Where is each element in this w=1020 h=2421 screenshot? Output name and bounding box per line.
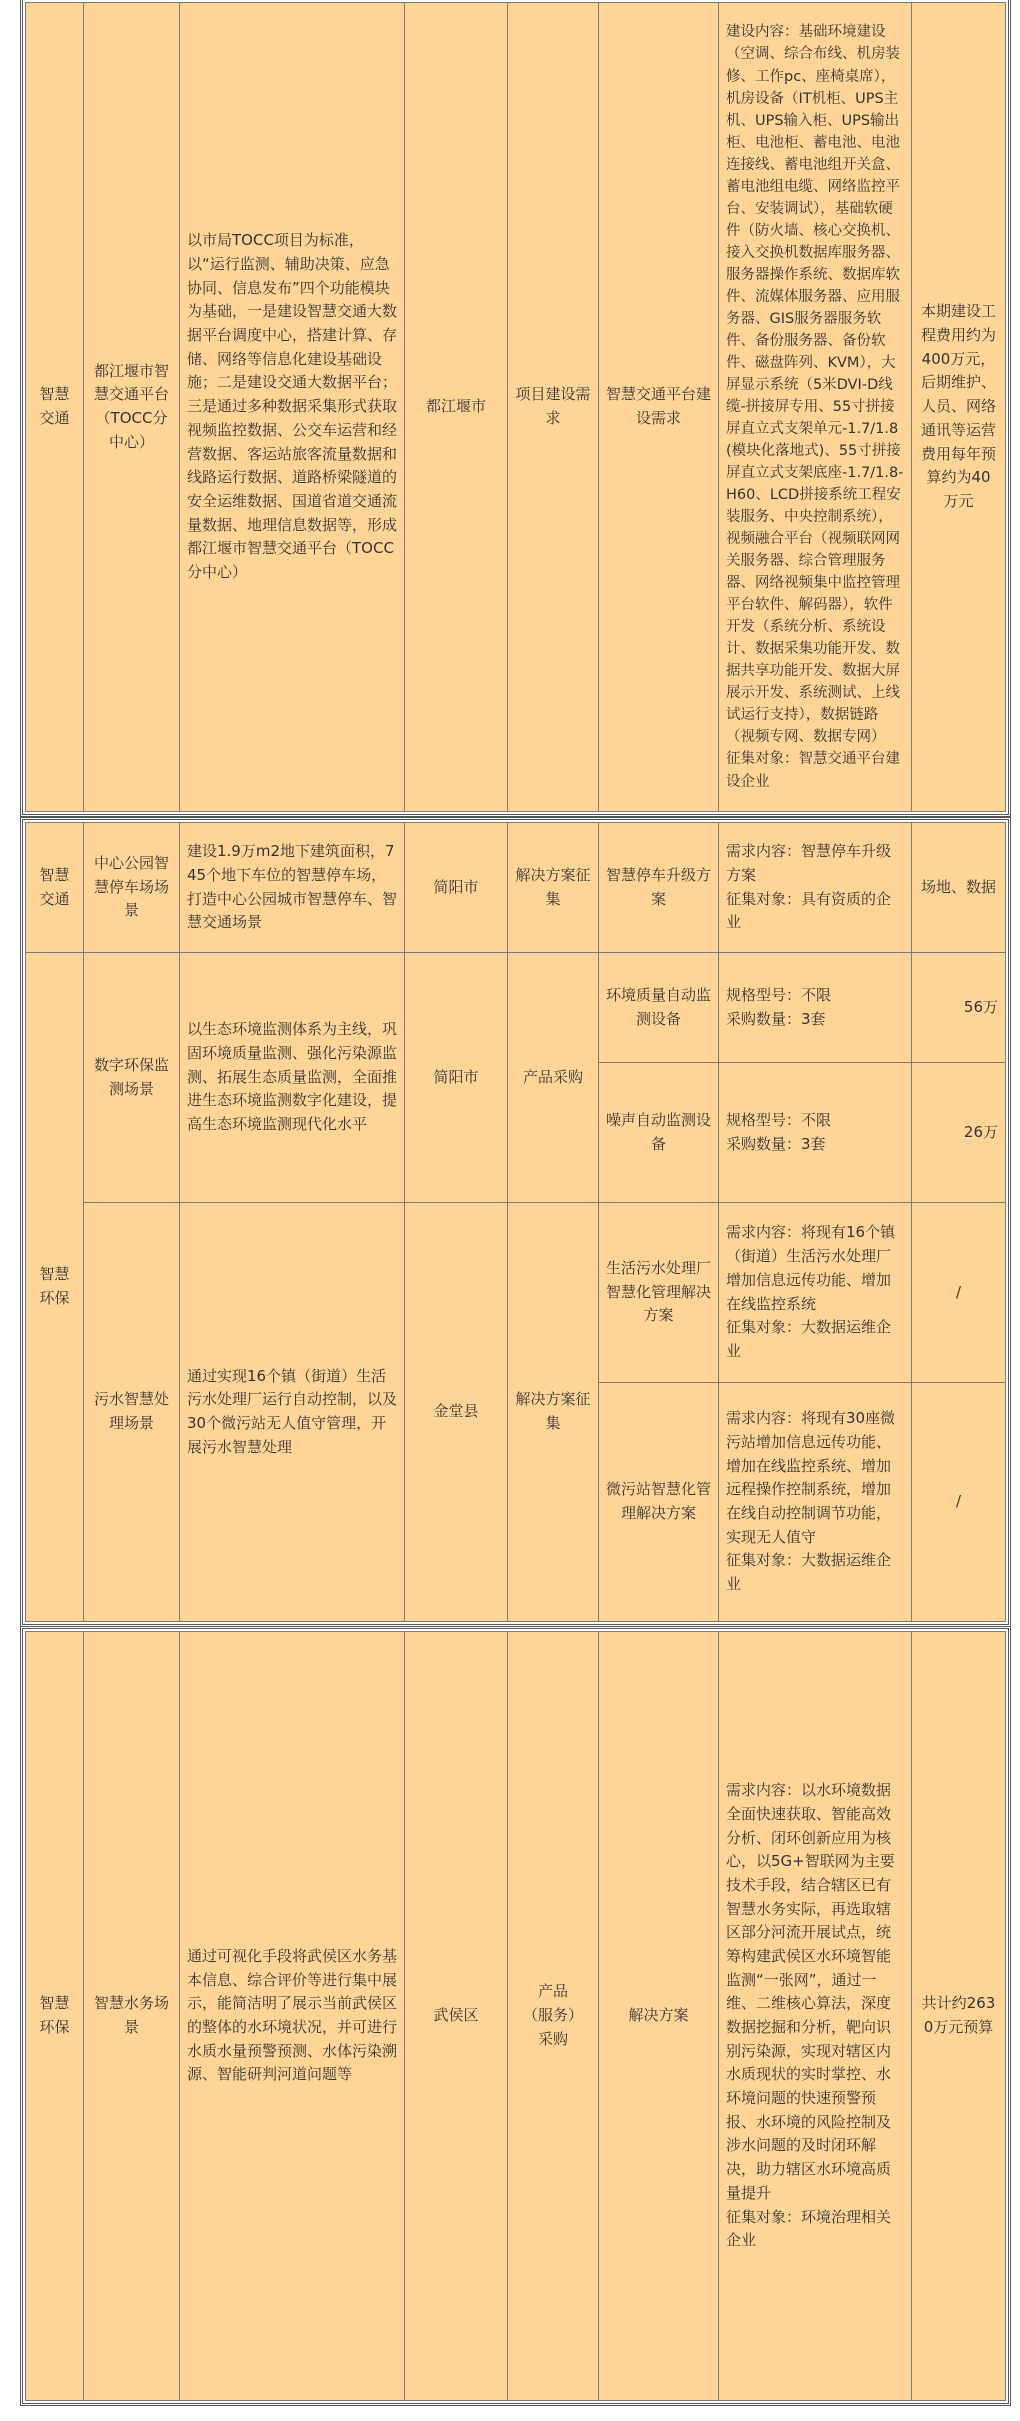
budget-cell: 26万	[912, 1063, 1006, 1203]
budget-cell: 本期建设工程费用约为400万元，后期维护、人员、网络通讯等运营费用每年预算约为40万元	[912, 3, 1006, 812]
table-transport-env	[25, 822, 1006, 1622]
content-cell: 需求内容：将现有16个镇（街道）生活污水处理厂增加信息远传功能、增加在线监控系统 征集对象：大数据运维企业	[719, 1203, 912, 1383]
scene-summary-cell: 以市局TOCC项目为标准，以“运行监测、辅助决策、应急协同、信息发布”四个功能模块为基础，一是建设智慧交通大数据平台调度中心，搭建计算、存储、网络等信息化建设基础设施；二是建设交通大数据平台；三是通过多种数据采集形式获取视频监控数据、公交车运营和经营数据、客运站旅客流量数据和线路运行数据、道路桥梁隧道的安全运维数据、国道省道交通流量数据、地理信息数据等，形成都江堰市智慧交通平台（TOCC分中心）	[180, 3, 405, 812]
budget-cell: 场地、数据	[912, 823, 1006, 953]
category-cell: 智慧 交通	[26, 3, 84, 812]
content-cell: 需求内容：以水环境数据全面快速获取、智能高效分析、闭环创新应用为核心，以5G+智联网为主要技术手段，结合辖区已有智慧水务实际，再选取辖区部分河流开展试点，统筹构建武侯区水环境智能监测“一张网”，通过一维、二维核心算法，深度数据挖掘和分析，靶向识别污染源，实现对辖区内水质现状的实时掌控、水环境问题的快速预警预报、水环境的风险控制及涉水问题的及时闭环解决，助力辖区水环境高质量提升 征集对象：环境治理相关企业	[719, 1632, 912, 2401]
mode-cell: 解决方案征集	[508, 823, 599, 953]
table-row	[26, 1632, 1006, 2401]
table-tocc	[25, 2, 1006, 812]
region-cell: 都江堰市	[405, 3, 508, 812]
table-row	[26, 823, 1006, 953]
scene-name-cell: 智慧水务场景	[84, 1632, 180, 2401]
mode-cell: 产品 （服务） 采购	[508, 1632, 599, 2401]
table-row	[26, 3, 1006, 812]
region-cell: 简阳市	[405, 823, 508, 953]
scene-summary-cell: 通过实现16个镇（街道）生活污水处理厂运行自动控制，以及30个微污站无人值守管理，开展污水智慧处理	[180, 1203, 405, 1622]
budget-cell: 共计约2630万元预算	[912, 1632, 1006, 2401]
budget-cell: /	[912, 1203, 1006, 1383]
item-cell: 微污站智慧化管理解决方案	[599, 1383, 719, 1622]
item-cell: 噪声自动监测设备	[599, 1063, 719, 1203]
table-row	[26, 1203, 1006, 1383]
item-cell: 智慧交通平台建设需求	[599, 3, 719, 812]
item-cell: 环境质量自动监测设备	[599, 953, 719, 1063]
table-water	[25, 1631, 1006, 2401]
content-cell: 需求内容：智慧停车升级方案 征集对象：具有资质的企业	[719, 823, 912, 953]
item-cell: 生活污水处理厂智慧化管理解决方案	[599, 1203, 719, 1383]
mode-cell: 解决方案征集	[508, 1203, 599, 1622]
item-cell: 解决方案	[599, 1632, 719, 2401]
category-cell: 智慧 环保	[26, 953, 84, 1622]
content-cell: 需求内容：将现有30座微污站增加信息远传功能、增加在线监控系统、增加远程操作控制系统，增加在线自动控制调节功能，实现无人值守 征集对象：大数据运维企业	[719, 1383, 912, 1622]
item-cell: 智慧停车升级方案	[599, 823, 719, 953]
budget-cell: 56万	[912, 953, 1006, 1063]
category-cell: 智慧 环保	[26, 1632, 84, 2401]
region-cell: 金堂县	[405, 1203, 508, 1622]
budget-cell: /	[912, 1383, 1006, 1622]
scene-name-cell: 都江堰市智慧交通平台（TOCC分中心）	[84, 3, 180, 812]
scene-name-cell: 数字环保监测场景	[84, 953, 180, 1203]
region-cell: 武侯区	[405, 1632, 508, 2401]
content-cell: 建设内容：基础环境建设（空调、综合布线、机房装修、工作pc、座椅桌席），机房设备（IT机柜、UPS主机、UPS输入柜、UPS输出柜、电池柜、蓄电池、电池连接线、蓄电池组开关盒、蓄电池组电缆、网络监控平台、安装调试），基础软硬件（防火墙、核心交换机、接入交换机数据库服务器、服务器操作系统、数据库软件、流媒体服务器、应用服务器、GIS服务器服务软件、备份服务器、备份软件、磁盘阵列、KVM），大屏显示系统（5米DVI-D线缆-拼接屏专用、55寸拼接屏直立式支架单元-1.7/1.8(模块化落地式)、55寸拼接屏直立式支架底座-1.7/1.8-H60、LCD拼接系统工程安装服务、中央控制系统），视频融合平台（视频联网网关服务器、综合管理服务器、网络视频集中监控管理平台软件、解码器），软件开发（系统分析、系统设计、数据采集功能开发、数据共享功能开发、数据大屏展示开发、系统测试、上线试运行支持），数据链路（视频专网、数据专网） 征集对象：智慧交通平台建设企业	[719, 3, 912, 812]
mode-cell: 产品采购	[508, 953, 599, 1203]
category-cell: 智慧 交通	[26, 823, 84, 953]
scene-name-cell: 污水智慧处理场景	[84, 1203, 180, 1622]
table-row	[26, 953, 1006, 1063]
scene-summary-cell: 以生态环境监测体系为主线，巩固环境质量监测、强化污染源监测、拓展生态质量监测，全面推进生态环境监测数字化建设，提高生态环境监测现代化水平	[180, 953, 405, 1203]
scene-summary-cell: 通过可视化手段将武侯区水务基本信息、综合评价等进行集中展示，能简洁明了展示当前武侯区的整体的水环境状况，并可进行水质水量预警预测、水体污染溯源、智能研判河道问题等	[180, 1632, 405, 2401]
region-cell: 简阳市	[405, 953, 508, 1203]
scene-name-cell: 中心公园智慧停车场场景	[84, 823, 180, 953]
scene-summary-cell: 建设1.9万m2地下建筑面积，745个地下车位的智慧停车场，打造中心公园城市智慧停车、智慧交通场景	[180, 823, 405, 953]
content-cell: 规格型号：不限 采购数量：3套	[719, 953, 912, 1063]
mode-cell: 项目建设需求	[508, 3, 599, 812]
content-cell: 规格型号：不限 采购数量：3套	[719, 1063, 912, 1203]
